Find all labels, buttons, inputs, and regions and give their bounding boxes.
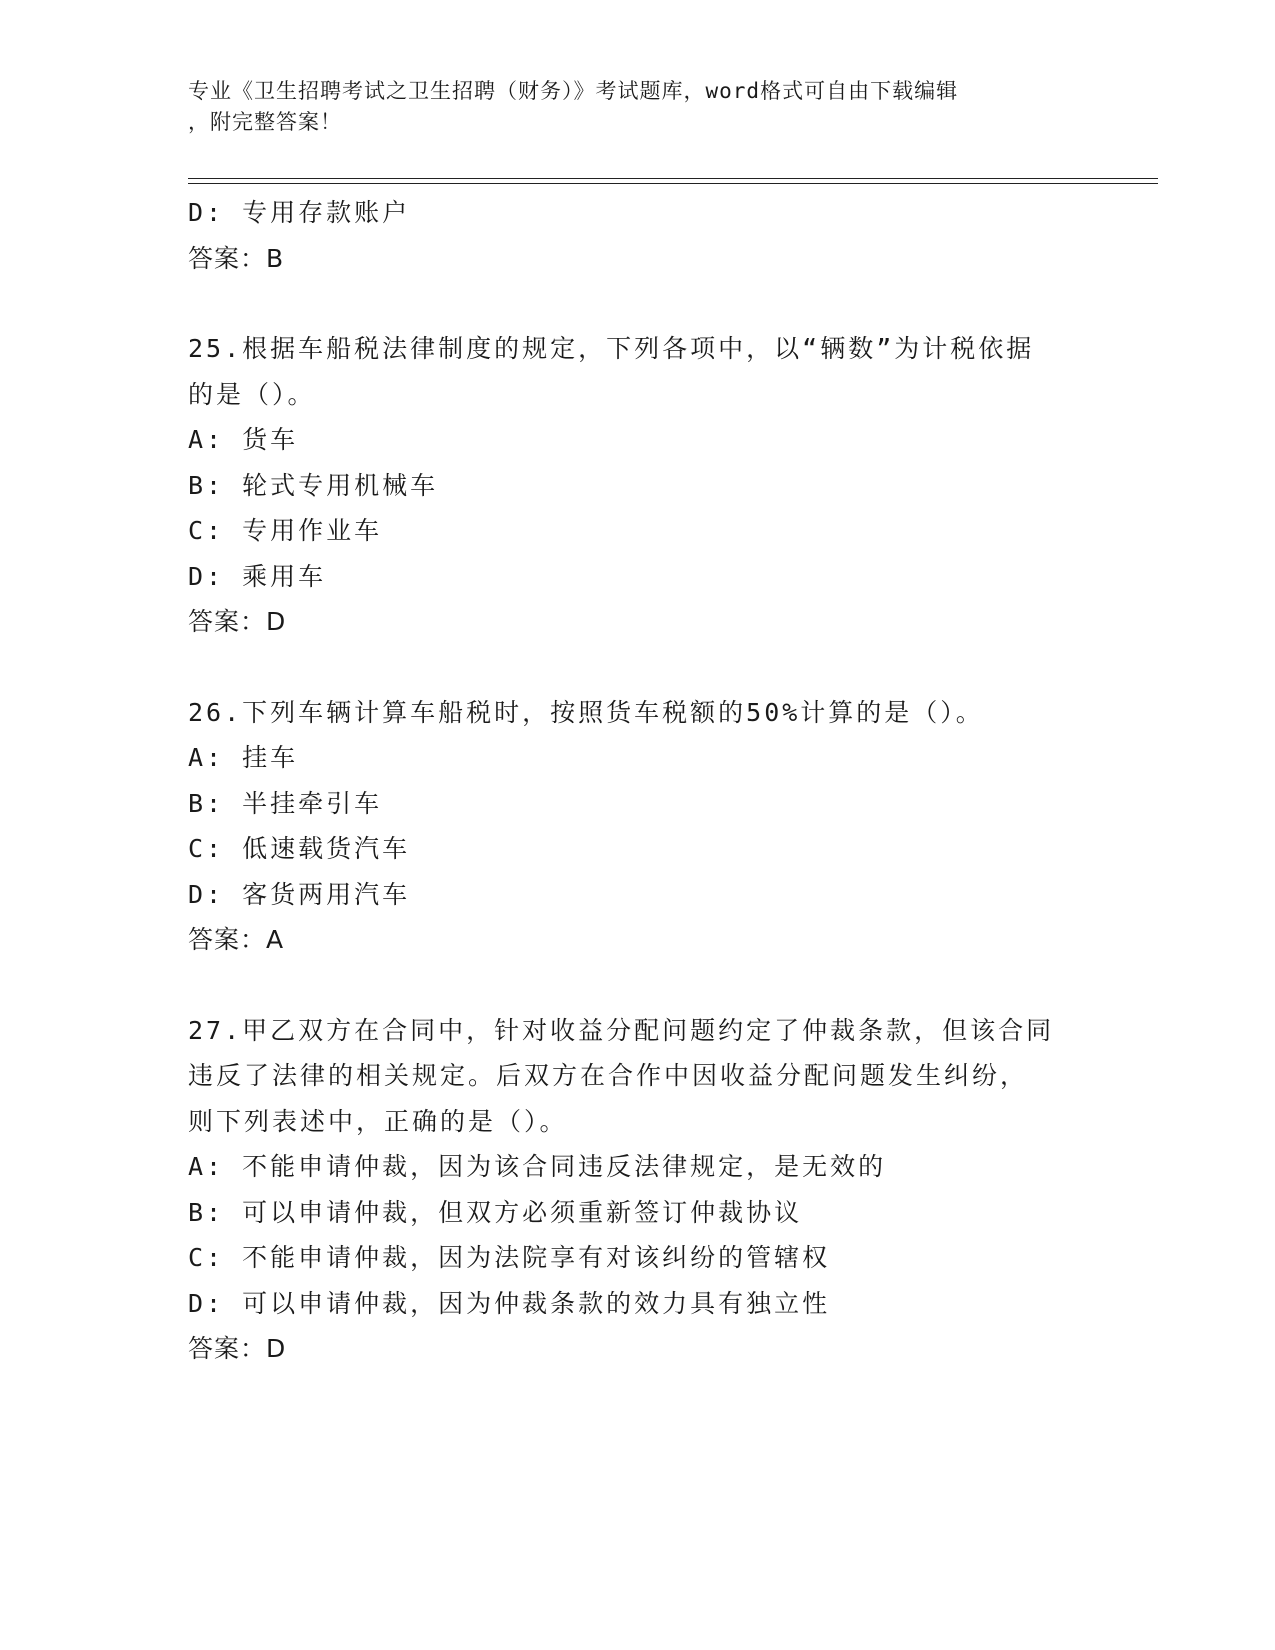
option-a: A: 不能申请仲裁，因为该合同违反法律规定，是无效的 bbox=[188, 1152, 887, 1181]
answer-line: 答案：B bbox=[188, 243, 285, 273]
option-b: B: 轮式专用机械车 bbox=[188, 470, 439, 500]
question-stem: 25.根据车船税法律制度的规定，下列各项中，以“辆数”为计税依据 bbox=[188, 334, 1035, 363]
spacer bbox=[188, 963, 1088, 1008]
header-rule-bottom bbox=[188, 183, 1158, 184]
option-a: A: 货车 bbox=[188, 425, 299, 454]
option-d: D: 乘用车 bbox=[188, 561, 327, 591]
option-b: B: 半挂牵引车 bbox=[188, 788, 383, 818]
option-b: B: 可以申请仲裁，但双方必须重新签订仲裁协议 bbox=[188, 1197, 803, 1227]
question-stem: 27.甲乙双方在合同中，针对收益分配问题约定了仲裁条款，但该合同 bbox=[188, 1015, 1055, 1045]
option-d: D: 可以申请仲裁，因为仲裁条款的效力具有独立性 bbox=[188, 1288, 831, 1318]
option-c: C: 专用作业车 bbox=[188, 516, 383, 545]
question-list bbox=[188, 190, 1088, 1372]
answer-line: 答案：A bbox=[188, 925, 285, 954]
answer-line: 答案：D bbox=[188, 607, 287, 636]
question-stem: 26.下列车辆计算车船税时，按照货车税额的50%计算的是（）。 bbox=[188, 697, 984, 727]
prev-question bbox=[188, 190, 1088, 281]
question-25 bbox=[188, 326, 1088, 645]
question-stem: 的是（）。 bbox=[188, 379, 316, 409]
question-stem: 违反了法律的相关规定。后双方在合作中因收益分配问题发生纠纷， bbox=[188, 1061, 1029, 1090]
header-rule-top bbox=[188, 178, 1158, 179]
page-header: 专业《卫生招聘考试之卫生招聘（财务）》考试题库，word格式可自由下载编辑 ，附完整答案！ bbox=[188, 79, 959, 134]
answer-line: 答案：D bbox=[188, 1334, 287, 1363]
spacer bbox=[188, 281, 1088, 326]
option-c: C: 不能申请仲裁，因为法院享有对该纠纷的管辖权 bbox=[188, 1243, 831, 1272]
option-d: D: 客货两用汽车 bbox=[188, 879, 411, 909]
option-a: A: 挂车 bbox=[188, 743, 299, 772]
question-27 bbox=[188, 1008, 1088, 1372]
option-c: C: 低速载货汽车 bbox=[188, 834, 411, 863]
spacer bbox=[188, 645, 1088, 690]
question-26 bbox=[188, 690, 1088, 963]
question-stem: 则下列表述中，正确的是（）。 bbox=[188, 1106, 568, 1136]
option-d: D: 专用存款账户 bbox=[188, 198, 411, 227]
